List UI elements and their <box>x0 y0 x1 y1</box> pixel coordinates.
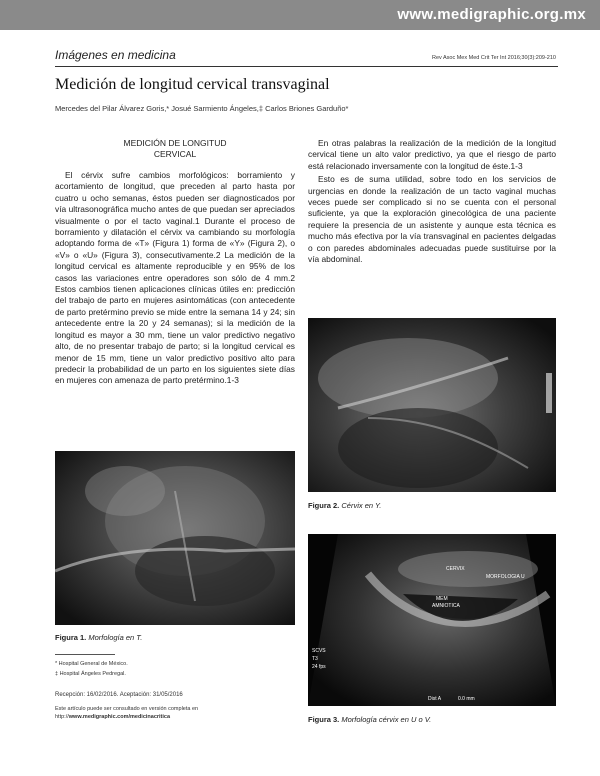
figure-2-label: Figura 2. <box>308 501 340 510</box>
availability-url[interactable] <box>55 713 305 721</box>
figure-3-caption <box>308 715 431 724</box>
label-amniotic: AMNIOTICA <box>432 603 460 609</box>
availability-link[interactable]: www.medigraphic.com/medicinacritica <box>68 714 171 720</box>
ultrasound-image-u <box>308 534 556 706</box>
figure-2-caption <box>308 501 381 510</box>
label-cervix: CERVIX <box>446 566 465 572</box>
right-paragraph-2: Esto es de suma utilidad, sobre todo en los servicios de urgencias en donde la realización de un tacto vaginal muchas veces puede ser complicado si no se cuenta con el personal suficiente, ya que la exploración ginecológica de una paciente requiere la presencia de un asistente y aunque esta técnica es mucho más efectiva por la vía transvaginal en pacientes delgadas o con paredes abdominales adecuadas puede sustituirse por la vía abdominal. <box>308 174 556 265</box>
header-banner <box>0 0 600 30</box>
label-mem: MEM <box>436 596 448 602</box>
figure-1-text: Morfología en T. <box>88 633 143 642</box>
footnote-1: * Hospital General de México. <box>55 661 128 667</box>
footnote-rule <box>55 654 115 655</box>
figure-3-label: Figura 3. <box>308 715 340 724</box>
footnote-2: ‡ Hospital Ángeles Pedregal. <box>55 671 126 677</box>
side-label-1: SCVS <box>312 648 326 654</box>
site-url[interactable]: www.medigraphic.org.mx <box>397 6 586 23</box>
right-paragraph-1: En otras palabras la realización de la medición de la longitud cervical tiene un alto valor predictivo, ya que el riesgo de parto está relacionado inversamente con la longitud de éste.1-3 <box>308 138 556 171</box>
side-label-2: T3 <box>312 656 318 662</box>
figure-2-text: Cérvix en Y. <box>341 501 382 510</box>
figure-1-ultrasound <box>55 451 295 625</box>
figure-2-ultrasound <box>308 318 556 492</box>
section-label: Imágenes en medicina <box>55 48 176 62</box>
ultrasound-image-y <box>308 318 556 492</box>
distance-label: Dist A <box>428 696 442 702</box>
figure-3-text: Morfología cérvix en U o V. <box>341 715 432 724</box>
availability-url-prefix: http:// <box>55 714 69 720</box>
journal-reference: Rev Asoc Mex Med Crit Ter Int 2016;30(3):209-210 <box>431 55 556 61</box>
header-rule <box>55 66 558 67</box>
figure-1-caption <box>55 633 142 642</box>
heading-line-2: CERVICAL <box>153 149 197 159</box>
ultrasound-image-t <box>55 451 295 625</box>
right-column-text <box>308 138 556 265</box>
side-label-3: 24 fps <box>312 664 326 670</box>
figure-1-label: Figura 1. <box>55 633 87 642</box>
left-column-heading <box>55 138 295 160</box>
left-column-text <box>55 170 295 387</box>
heading-line-1: MEDICIÓN DE LONGITUD <box>123 138 227 148</box>
received-dates: Recepción: 16/02/2016. Aceptación: 31/05/2016 <box>55 692 183 698</box>
figure-3-ultrasound <box>308 534 556 706</box>
article-title: Medición de longitud cervical transvaginal <box>55 76 330 93</box>
availability-note <box>55 705 305 721</box>
distance-value: 0.0 mm <box>458 696 475 702</box>
availability-text: Este artículo puede ser consultado en versión completa en <box>55 706 199 712</box>
left-paragraph: El cérvix sufre cambios morfológicos: borramiento y acortamiento de longitud, que preceden al parto hasta por cuatro u ocho semanas, éstos pueden ser diagnosticados por vía ultrasonográfica mucho antes de que puedan ser apreciados visualmente o por el tacto vaginal.1 Durante el proceso de borramiento y dilatación el cérvix va cambiando su morfología adoptando forma de «T» (Figura 1) forma de «Y» (Figura 2), o «V» o «U» (Figura 3), consecutivamente.2 La medición de la longitud cervical es altamente reproducible y en 95% de los casos las variaciones entre operadores son sólo de 4 mm.2 Estos cambios tienen aplicaciones clínicas útiles en: predicción del trabajo de parto en mujeres asintomáticas (con antecedente de parto pretérmino previo se mide entre la semana 14 y 24; sin antecedente entre la 20 y 24 semanas); si la medición de la longitud es mayor a 30 mm, tiene un valor predictivo negativo alto, de no presentar trabajo de parto; si la longitud cervical es menor de 15 mm, tiene un valor predictivo positivo alto para predecir la probabilidad de un parto en los siguientes siete días en mujeres con amenaza de parto pretérmino.1-3 <box>55 170 295 386</box>
article-authors: Mercedes del Pilar Álvarez Goris,* Josué Sarmiento Ángeles,‡ Carlos Briones Garduño* <box>55 104 349 113</box>
label-morphology: MORFOLOGIA U <box>486 574 525 580</box>
